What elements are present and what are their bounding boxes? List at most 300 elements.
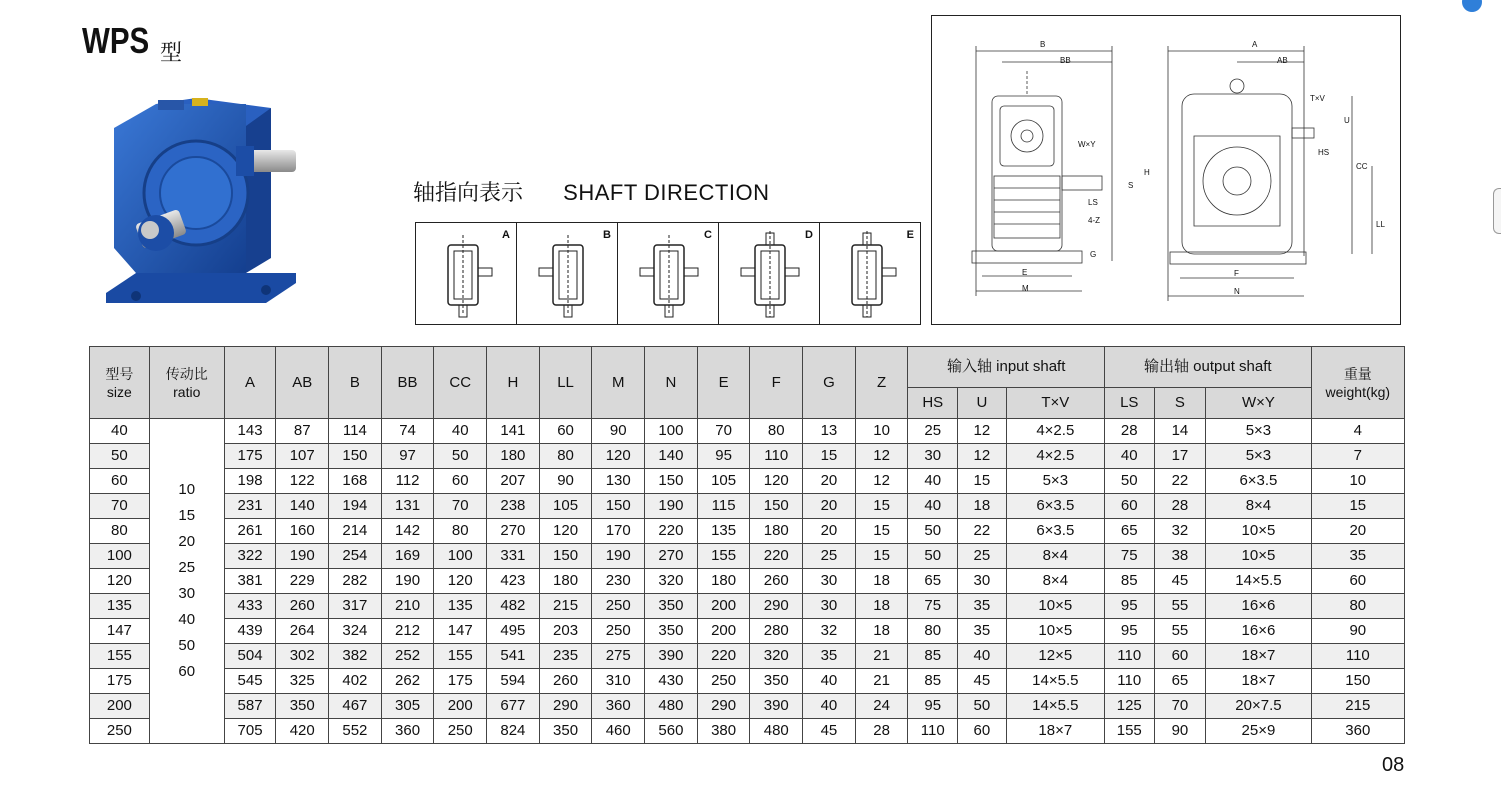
table-cell: 18×7: [1206, 644, 1311, 669]
table-cell: 28: [1104, 419, 1154, 444]
table-cell: 4×2.5: [1006, 419, 1104, 444]
shaft-direction-label-en: SHAFT DIRECTION: [563, 180, 770, 205]
table-row: [90, 494, 1405, 519]
table-cell: 200: [90, 694, 150, 719]
table-cell: 480: [750, 719, 803, 744]
table-cell: 552: [329, 719, 382, 744]
table-cell: 190: [381, 569, 434, 594]
side-panel-handle[interactable]: [1493, 188, 1501, 234]
table-cell: 402: [329, 669, 382, 694]
table-cell: 100: [90, 544, 150, 569]
table-cell: 20: [1311, 519, 1404, 544]
table-cell: 175: [434, 669, 487, 694]
table-cell: 212: [381, 619, 434, 644]
table-cell: 4×2.5: [1006, 444, 1104, 469]
table-cell: 140: [645, 444, 698, 469]
table-cell: 10×5: [1206, 544, 1311, 569]
table-cell: 504: [224, 644, 276, 669]
table-cell: 100: [434, 544, 487, 569]
table-cell: 180: [697, 569, 750, 594]
table-cell: 40: [908, 469, 958, 494]
table-cell: 350: [276, 694, 329, 719]
table-row: [90, 519, 1405, 544]
table-cell: 22: [1154, 469, 1206, 494]
table-cell: 180: [750, 519, 803, 544]
table-cell: 22: [958, 519, 1007, 544]
table-cell: 45: [1154, 569, 1206, 594]
header-u: U: [958, 388, 1007, 419]
table-cell: 15: [855, 494, 908, 519]
table-cell: 20×7.5: [1206, 694, 1311, 719]
table-cell: 60: [1154, 644, 1206, 669]
drawing-label-ab: AB: [1277, 56, 1288, 65]
table-cell: 155: [434, 644, 487, 669]
direction-label-e: E: [906, 229, 914, 241]
table-cell: 220: [645, 519, 698, 544]
table-cell: 264: [276, 619, 329, 644]
table-cell: 85: [1104, 569, 1154, 594]
table-row: [90, 594, 1405, 619]
table-cell: 25: [803, 544, 856, 569]
table-cell: 32: [1154, 519, 1206, 544]
header-h: H: [487, 347, 540, 419]
drawing-label-txv: T×V: [1310, 94, 1325, 103]
table-cell: 75: [908, 594, 958, 619]
table-cell: 423: [487, 569, 540, 594]
table-cell: 20: [803, 494, 856, 519]
table-cell: 50: [958, 694, 1007, 719]
table-cell: 60: [90, 469, 150, 494]
header-hs: HS: [908, 388, 958, 419]
model-title: WPS: [82, 20, 150, 61]
table-cell: 18: [958, 494, 1007, 519]
table-cell: 262: [381, 669, 434, 694]
table-cell: 95: [1104, 619, 1154, 644]
header-bb: BB: [381, 347, 434, 419]
table-cell: 254: [329, 544, 382, 569]
table-cell: 105: [697, 469, 750, 494]
table-cell: 155: [90, 644, 150, 669]
table-cell: 75: [1104, 544, 1154, 569]
table-cell: 110: [1104, 644, 1154, 669]
table-cell: 270: [645, 544, 698, 569]
table-cell: 12×5: [1006, 644, 1104, 669]
table-cell: 85: [908, 644, 958, 669]
table-cell: 150: [592, 494, 645, 519]
drawing-label-bb: BB: [1060, 56, 1071, 65]
header-ab: AB: [276, 347, 329, 419]
table-cell: 40: [958, 644, 1007, 669]
table-cell: 350: [539, 719, 592, 744]
table-cell: 30: [958, 569, 1007, 594]
table-cell: 5×3: [1006, 469, 1104, 494]
shaft-direction-c: [617, 222, 719, 325]
table-row: [90, 544, 1405, 569]
table-cell: 107: [276, 444, 329, 469]
drawing-label-m: M: [1022, 284, 1029, 293]
table-cell: 190: [592, 544, 645, 569]
direction-label-c: C: [704, 229, 712, 241]
table-cell: 250: [434, 719, 487, 744]
table-cell: 198: [224, 469, 276, 494]
table-cell: 155: [697, 544, 750, 569]
table-cell: 180: [539, 569, 592, 594]
table-cell: 8×4: [1006, 544, 1104, 569]
table-cell: 220: [750, 544, 803, 569]
table-cell: 45: [958, 669, 1007, 694]
table-cell: 70: [1154, 694, 1206, 719]
table-cell: 150: [750, 494, 803, 519]
table-cell: 142: [381, 519, 434, 544]
table-cell: 135: [434, 594, 487, 619]
table-cell: 120: [750, 469, 803, 494]
table-cell: 15: [1311, 494, 1404, 519]
table-cell: 65: [908, 569, 958, 594]
table-cell: 147: [90, 619, 150, 644]
table-cell: 275: [592, 644, 645, 669]
drawing-label-a: A: [1252, 40, 1258, 49]
table-cell: 24: [855, 694, 908, 719]
table-cell: 35: [803, 644, 856, 669]
table-cell: 87: [276, 419, 329, 444]
drawing-label-g: G: [1090, 250, 1097, 259]
table-cell: 38: [1154, 544, 1206, 569]
table-cell: 12: [958, 444, 1007, 469]
drawing-label-ll: LL: [1376, 220, 1385, 229]
drawing-label-cc: CC: [1356, 162, 1368, 171]
table-cell: 18: [855, 619, 908, 644]
table-cell: 97: [381, 444, 434, 469]
table-cell: 170: [592, 519, 645, 544]
header-ls: LS: [1104, 388, 1154, 419]
table-cell: 70: [697, 419, 750, 444]
table-cell: 390: [750, 694, 803, 719]
table-cell: 110: [908, 719, 958, 744]
table-cell: 10: [855, 419, 908, 444]
table-cell: 74: [381, 419, 434, 444]
table-cell: 15: [855, 519, 908, 544]
header-m: M: [592, 347, 645, 419]
table-cell: 60: [539, 419, 592, 444]
header-txv: T×V: [1006, 388, 1104, 419]
table-cell: 65: [1104, 519, 1154, 544]
table-row: [90, 644, 1405, 669]
table-cell: 545: [224, 669, 276, 694]
table-row: [90, 719, 1405, 744]
table-cell: 95: [697, 444, 750, 469]
header-output-shaft: 输出轴 output shaft: [1104, 347, 1311, 388]
header-a: A: [224, 347, 276, 419]
table-row: [90, 569, 1405, 594]
table-cell: 120: [539, 519, 592, 544]
table-cell: 110: [1104, 669, 1154, 694]
drawing-label-wxy: W×Y: [1078, 140, 1096, 149]
table-cell: 100: [645, 419, 698, 444]
specification-table: [89, 346, 1405, 744]
table-cell: 45: [803, 719, 856, 744]
table-cell: 30: [803, 594, 856, 619]
table-cell: 5×3: [1206, 444, 1311, 469]
table-cell: 420: [276, 719, 329, 744]
direction-label-b: B: [603, 229, 611, 241]
table-cell: 168: [329, 469, 382, 494]
gearbox-product-image: [96, 98, 310, 330]
page-number: 08: [1382, 754, 1405, 776]
table-cell: 65: [1154, 669, 1206, 694]
header-g: G: [803, 347, 856, 419]
table-cell: 95: [1104, 594, 1154, 619]
table-cell: 40: [803, 694, 856, 719]
shaft-direction-b: [516, 222, 618, 325]
table-cell: 260: [750, 569, 803, 594]
table-cell: 390: [645, 644, 698, 669]
header-b: B: [329, 347, 382, 419]
table-cell: 229: [276, 569, 329, 594]
table-cell: 70: [90, 494, 150, 519]
table-row: [90, 669, 1405, 694]
table-cell: 203: [539, 619, 592, 644]
shaft-direction-d: [718, 222, 820, 325]
table-cell: 260: [539, 669, 592, 694]
table-cell: 215: [1311, 694, 1404, 719]
table-cell: 17: [1154, 444, 1206, 469]
header-size: 型号 size: [90, 347, 150, 419]
table-cell: 10×5: [1206, 519, 1311, 544]
table-cell: 30: [908, 444, 958, 469]
table-cell: 190: [276, 544, 329, 569]
table-row: [90, 694, 1405, 719]
table-cell: 382: [329, 644, 382, 669]
table-cell: 360: [592, 694, 645, 719]
table-cell: 180: [487, 444, 540, 469]
table-cell: 122: [276, 469, 329, 494]
table-cell: 80: [908, 619, 958, 644]
table-row: [90, 619, 1405, 644]
table-cell: 302: [276, 644, 329, 669]
table-cell: 320: [645, 569, 698, 594]
drawing-label-s: S: [1128, 181, 1134, 190]
table-cell: 50: [908, 519, 958, 544]
table-cell: 50: [908, 544, 958, 569]
table-cell: 114: [329, 419, 382, 444]
table-cell: 40: [434, 419, 487, 444]
table-cell: 25×9: [1206, 719, 1311, 744]
table-cell: 175: [90, 669, 150, 694]
header-ll: LL: [539, 347, 592, 419]
table-cell: 110: [1311, 644, 1404, 669]
drawing-label-n: N: [1234, 287, 1240, 296]
table-cell: 260: [276, 594, 329, 619]
table-cell: 90: [1311, 619, 1404, 644]
table-cell: 18×7: [1206, 669, 1311, 694]
drawing-label-b: B: [1040, 40, 1046, 49]
header-s: S: [1154, 388, 1206, 419]
table-cell: 55: [1154, 619, 1206, 644]
table-cell: 322: [224, 544, 276, 569]
table-cell: 235: [539, 644, 592, 669]
table-cell: 231: [224, 494, 276, 519]
table-cell: 705: [224, 719, 276, 744]
table-cell: 21: [855, 669, 908, 694]
table-cell: 25: [908, 419, 958, 444]
table-cell: 25: [958, 544, 1007, 569]
table-cell: 6×3.5: [1206, 469, 1311, 494]
table-cell: 214: [329, 519, 382, 544]
table-cell: 135: [697, 519, 750, 544]
table-cell: 160: [276, 519, 329, 544]
table-cell: 324: [329, 619, 382, 644]
table-cell: 30: [803, 569, 856, 594]
table-cell: 120: [90, 569, 150, 594]
table-cell: 15: [803, 444, 856, 469]
table-cell: 80: [539, 444, 592, 469]
table-cell: 207: [487, 469, 540, 494]
shaft-direction-a: [415, 222, 517, 325]
table-cell: 18: [855, 594, 908, 619]
table-cell: 200: [697, 594, 750, 619]
table-cell: 28: [855, 719, 908, 744]
table-cell: 105: [539, 494, 592, 519]
drawing-label-u: U: [1344, 116, 1350, 125]
table-row: [90, 419, 1405, 444]
table-cell: 20: [803, 519, 856, 544]
table-cell: 4: [1311, 419, 1404, 444]
table-cell: 331: [487, 544, 540, 569]
table-cell: 467: [329, 694, 382, 719]
table-cell: 200: [697, 619, 750, 644]
table-cell: 140: [276, 494, 329, 519]
table-cell: 433: [224, 594, 276, 619]
ratio-cell: 10 15 20 25 30 40 50 60: [149, 419, 224, 744]
table-cell: 305: [381, 694, 434, 719]
table-cell: 125: [1104, 694, 1154, 719]
table-cell: 587: [224, 694, 276, 719]
table-cell: 35: [1311, 544, 1404, 569]
table-cell: 90: [539, 469, 592, 494]
table-cell: 439: [224, 619, 276, 644]
table-cell: 381: [224, 569, 276, 594]
table-cell: 50: [434, 444, 487, 469]
table-cell: 12: [855, 444, 908, 469]
table-cell: 50: [1104, 469, 1154, 494]
dimension-drawing: [931, 15, 1401, 325]
table-cell: 5×3: [1206, 419, 1311, 444]
table-cell: 290: [697, 694, 750, 719]
table-cell: 261: [224, 519, 276, 544]
table-cell: 18×7: [1006, 719, 1104, 744]
table-cell: 95: [908, 694, 958, 719]
table-cell: 60: [434, 469, 487, 494]
table-cell: 325: [276, 669, 329, 694]
table-cell: 215: [539, 594, 592, 619]
table-cell: 13: [803, 419, 856, 444]
shaft-direction-label-cn: 轴指向表示: [413, 180, 524, 205]
table-cell: 238: [487, 494, 540, 519]
table-cell: 150: [645, 469, 698, 494]
drawing-label-h: H: [1144, 168, 1150, 177]
table-cell: 169: [381, 544, 434, 569]
table-cell: 55: [1154, 594, 1206, 619]
table-cell: 317: [329, 594, 382, 619]
table-cell: 250: [592, 594, 645, 619]
table-cell: 131: [381, 494, 434, 519]
table-cell: 350: [645, 619, 698, 644]
table-cell: 350: [750, 669, 803, 694]
table-cell: 70: [434, 494, 487, 519]
table-row: [90, 469, 1405, 494]
table-cell: 6×3.5: [1006, 494, 1104, 519]
table-cell: 252: [381, 644, 434, 669]
header-cc: CC: [434, 347, 487, 419]
scroll-indicator[interactable]: [1462, 0, 1482, 12]
table-cell: 80: [750, 419, 803, 444]
table-cell: 210: [381, 594, 434, 619]
table-cell: 310: [592, 669, 645, 694]
table-cell: 147: [434, 619, 487, 644]
table-cell: 290: [750, 594, 803, 619]
shaft-direction-e: [819, 222, 921, 325]
model-title-suffix: 型: [160, 40, 183, 65]
table-cell: 8×4: [1206, 494, 1311, 519]
table-cell: 15: [855, 544, 908, 569]
table-cell: 90: [1154, 719, 1206, 744]
table-cell: 150: [329, 444, 382, 469]
table-cell: 7: [1311, 444, 1404, 469]
header-wxy: W×Y: [1206, 388, 1311, 419]
table-cell: 80: [1311, 594, 1404, 619]
table-cell: 14×5.5: [1206, 569, 1311, 594]
table-cell: 155: [1104, 719, 1154, 744]
table-cell: 28: [1154, 494, 1206, 519]
drawing-label-4z: 4-Z: [1088, 216, 1100, 225]
table-cell: 21: [855, 644, 908, 669]
table-cell: 282: [329, 569, 382, 594]
table-cell: 320: [750, 644, 803, 669]
table-cell: 360: [381, 719, 434, 744]
table-cell: 480: [645, 694, 698, 719]
table-cell: 15: [958, 469, 1007, 494]
table-cell: 14: [1154, 419, 1206, 444]
table-cell: 141: [487, 419, 540, 444]
table-cell: 18: [855, 569, 908, 594]
drawing-label-hs: HS: [1318, 148, 1330, 157]
table-cell: 80: [90, 519, 150, 544]
table-cell: 190: [645, 494, 698, 519]
table-cell: 80: [434, 519, 487, 544]
table-cell: 194: [329, 494, 382, 519]
table-cell: 250: [697, 669, 750, 694]
table-cell: 60: [1104, 494, 1154, 519]
table-cell: 12: [855, 469, 908, 494]
table-cell: 482: [487, 594, 540, 619]
table-cell: 14×5.5: [1006, 669, 1104, 694]
table-cell: 40: [803, 669, 856, 694]
table-cell: 150: [1311, 669, 1404, 694]
header-n: N: [645, 347, 698, 419]
table-cell: 32: [803, 619, 856, 644]
specification-table-body: [90, 419, 1405, 744]
table-cell: 143: [224, 419, 276, 444]
header-z: Z: [855, 347, 908, 419]
table-cell: 380: [697, 719, 750, 744]
table-cell: 12: [958, 419, 1007, 444]
table-cell: 677: [487, 694, 540, 719]
header-ratio: 传动比 ratio: [149, 347, 224, 419]
table-row: [90, 444, 1405, 469]
table-cell: 20: [803, 469, 856, 494]
table-cell: 120: [592, 444, 645, 469]
table-cell: 10×5: [1006, 619, 1104, 644]
